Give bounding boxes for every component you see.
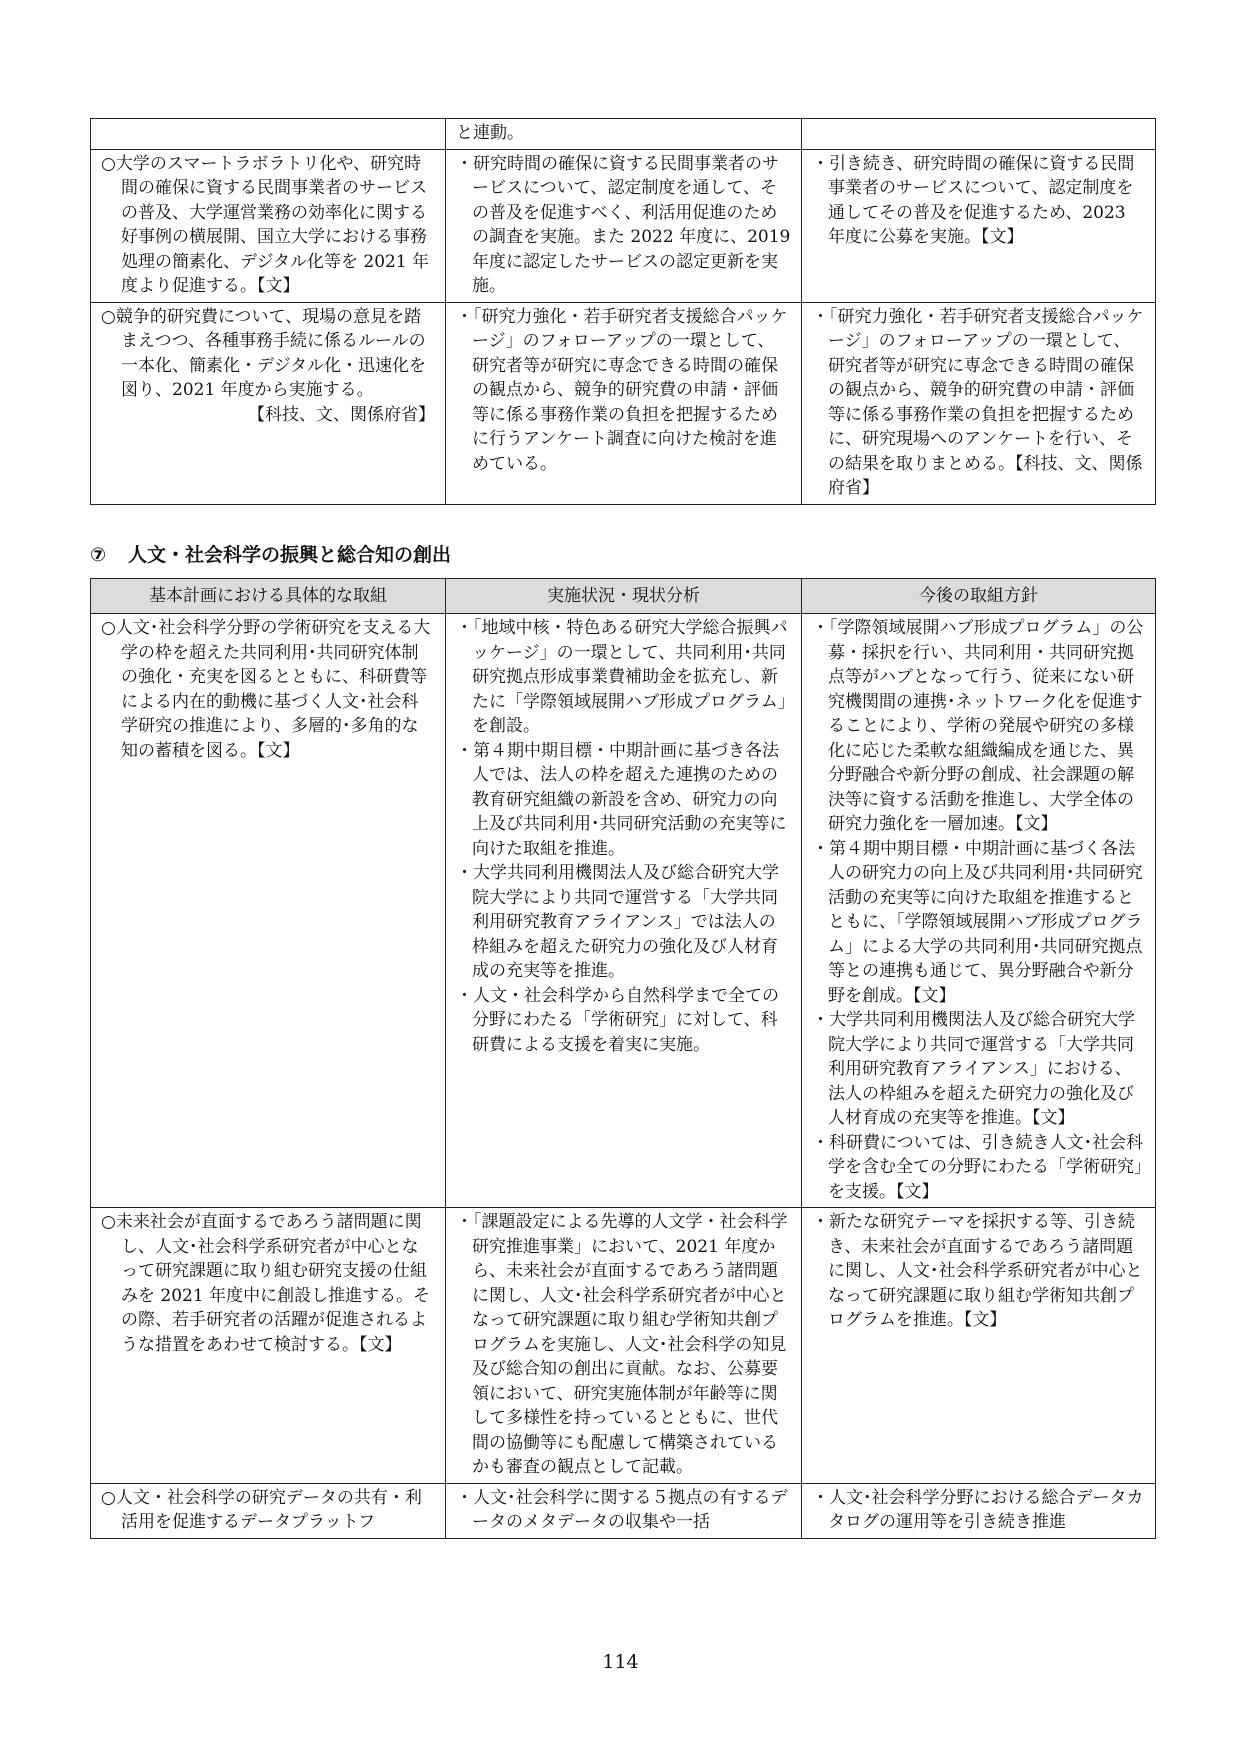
plan-item: ○大学のスマートラボラトリ化や、研究時間の確保に資する民間事業者のサービスの普及、大学運営業務の効率化に関する好事例の横展開、国立大学における事務処理の簡素化、デジタル化等を 2021 年度より促進する。【文】: [101, 153, 430, 296]
section-number: ⑦: [90, 544, 107, 566]
section-heading: [90, 543, 451, 567]
table-header-row: [91, 579, 1156, 614]
table-cell: [446, 302, 802, 504]
table-cell: [802, 302, 1156, 504]
column-header-policy: 今後の取組方針: [802, 579, 1156, 614]
table-row: [91, 614, 1156, 1208]
table-row: [91, 119, 1156, 150]
table-row: [91, 1208, 1156, 1484]
table-cell: [802, 1208, 1156, 1484]
status-item: ・「課題設定による先導的人文学・社会科学研究推進事業」において、2021 年度から、未来社会が直面するであろう諸問題に関し、人文･社会科学系研究者が中心となって研究課題に取り組む学術知共創プログラムを実施し、人文･社会科学の知見及び総合知の創出に貢献。なお、公募要領において、研究実施体制が年齢等に関して多様性を持っているとともに、世代間の協働等にも配慮して構築されているかも審査の観点として記載。: [456, 1212, 788, 1477]
status-item: ・「地域中核・特色ある研究大学総合振興パッケージ」の一環として、共同利用･共同研究拠点形成事業費補助金を拡充し、新たに「学際領域展開ハブ形成プログラム」を創設。: [456, 618, 788, 736]
table-cell: [446, 614, 802, 1208]
table-cell: [446, 1208, 802, 1484]
table-cell: [91, 149, 446, 302]
status-item: ・第４期中期目標・中期計画に基づき各法人では、法人の枠を超えた連携のための教育研究組織の新設を含め、研究力の向上及び共同利用･共同研究活動の充実等に向けた取組を推進。: [456, 740, 787, 859]
status-item: ・人文･社会科学に関する５拠点の有するデータのメタデータの収集や一括: [456, 1487, 788, 1532]
table-cell: [446, 1483, 802, 1538]
continuation-table: [90, 118, 1156, 505]
ministry-tag: 【科技、文、関係府省】: [248, 404, 435, 425]
plan-item: ○競争的研究費について、現場の意見を踏まえつつ、各種事務手続に係るルールの一本化、簡素化・デジタル化・迅速化を図り、2021 年度から実施する。: [101, 306, 426, 400]
status-item: ・大学共同利用機関法人及び総合研究大学院大学により共同で運営する「大学共同利用研究教育アライアンス」では法人の枠組みを超えた研究力の強化及び人材育成の充実等を推進。: [456, 863, 779, 981]
table-cell: [91, 302, 446, 504]
table-cell: [91, 1483, 446, 1538]
table-cell: [802, 119, 1156, 150]
plan-item: ○人文･社会科学分野の学術研究を支える大学の枠を超えた共同利用･共同研究体制の強化・充実を図るとともに、科研費等による内在的動機に基づく人文･社会科学研究の推進により、多層的･多角的な知の蓄積を図る。【文】: [101, 618, 431, 761]
plan-item: ○人文・社会科学の研究データの共有・利活用を促進するデータプラットフ: [101, 1487, 422, 1532]
table-cell: [91, 1208, 446, 1484]
measures-table: [90, 578, 1156, 1539]
table-cell: [91, 119, 446, 150]
table-cell: [446, 149, 802, 302]
page-number: 114: [602, 1651, 639, 1673]
status-item: ・研究時間の確保に資する民間事業者のサービスについて、認定制度を通して、その普及を促進すべく、利活用促進のための調査を実施。また 2022 年度に、2019 年度に認定したサービスの認定更新を実施。: [456, 153, 791, 296]
table-cell: [802, 614, 1156, 1208]
column-header-status: 実施状況・現状分析: [446, 579, 802, 614]
status-item: ・「研究力強化・若手研究者支援総合パッケージ」のフォローアップの一環として、研究者等が研究に専念できる時間の確保の観点から、競争的研究費の申請・評価等に係る事務作業の負担を把握するために行うアンケート調査に向けた検討を進めている。: [456, 306, 788, 474]
table-row: [91, 1483, 1156, 1538]
policy-item: ・新たな研究テーマを採択する等、引き続き、未来社会が直面するであろう諸問題に関し、人文･社会科学系研究者が中心となって研究課題に取り組む学術知共創プログラムを推進。【文】: [812, 1212, 1143, 1330]
policy-item: ・人文･社会科学分野における総合データカタログの運用等を引き続き推進: [812, 1487, 1144, 1532]
policy-item: ・「学際領域展開ハブ形成プログラム」の公募・採択を行い、共同利用・共同研究拠点等がハブとなって行う、従来にない研究機関間の連携･ネットワーク化を促進することにより、学術の発展や研究の多様化に応じた柔軟な組織編成を通じた、異分野融合や新分野の創成、社会課題の解決等に資する活動を推進し、大学全体の研究力強化を一層加速。【文】: [812, 618, 1144, 834]
plan-item: ○未来社会が直面するであろう諸問題に関し、人文･社会科学系研究者が中心となって研究課題に取り組む研究支援の仕組みを 2021 年度中に創設し推進する。その際、若手研究者の活躍が促進されるような措置をあわせて検討する。【文】: [101, 1212, 431, 1355]
policy-item: ・第４期中期目標・中期計画に基づく各法人の研究力の向上及び共同利用･共同研究活動の充実等に向けた取組を推進するとともに、「学際領域展開ハブ形成プログラム」による大学の共同利用･共同研究拠点等との連携も通じて、異分野融合や新分野を創成。【文】: [812, 838, 1143, 1006]
table-cell: [802, 149, 1156, 302]
section-title: 人文・社会科学の振興と総合知の創出: [128, 544, 452, 566]
policy-item: ・大学共同利用機関法人及び総合研究大学院大学により共同で運営する「大学共同利用研究教育アライアンス」における、法人の枠組みを超えた研究力の強化及び人材育成の充実等を推進。【文】: [812, 1010, 1135, 1128]
table-row: [91, 149, 1156, 302]
table-row: [91, 302, 1156, 504]
policy-item: ・科研費については、引き続き人文･社会科学を含む全ての分野にわたる「学術研究」を支援。【文】: [812, 1132, 1144, 1202]
column-header-plan: 基本計画における具体的な取組: [91, 579, 446, 614]
table-cell: [802, 1483, 1156, 1538]
table-cell: と連動。: [446, 119, 802, 150]
table-cell: [91, 614, 446, 1208]
policy-item: ・「研究力強化・若手研究者支援総合パッケージ」のフォローアップの一環として、研究者等が研究に専念できる時間の確保の観点から、競争的研究費の申請・評価等に係る事務作業の負担を把握するために、研究現場へのアンケートを行い、その結果を取りまとめる。【科技、文、関係府省】: [812, 306, 1144, 498]
policy-item: ・引き続き、研究時間の確保に資する民間事業者のサービスについて、認定制度を通してその普及を促進するため、2023 年度に公募を実施。【文】: [812, 153, 1135, 247]
status-item: ・人文・社会科学から自然科学まで全ての分野にわたる「学術研究」に対して、科研費による支援を着実に実施。: [456, 985, 779, 1055]
